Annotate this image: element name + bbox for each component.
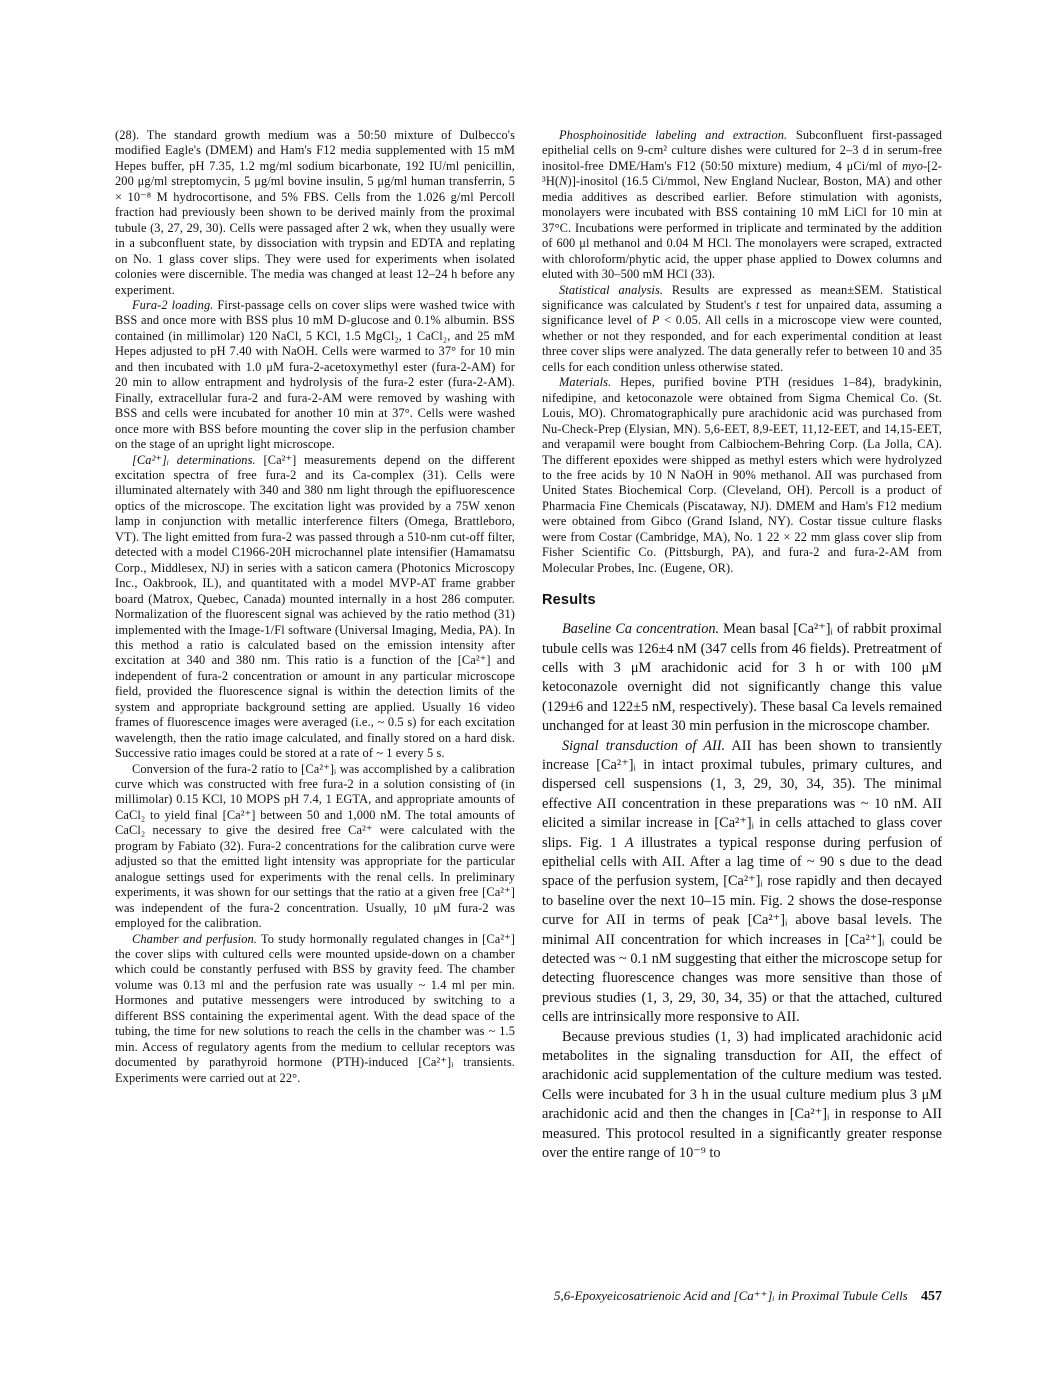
page-footer <box>115 1288 942 1305</box>
paragraph: [Ca²⁺]ᵢ determinations. [Ca²⁺] measurements depend on the different excitation spectra of free fura-2 and its Ca-complex (31). Cells were illuminated alternately with 340 and 380 nm light through the epifluorescence optics of the microscope. The excitation light was provided by a 75W xenon lamp in conjunction with metallic interference filters (Omega, Brattleboro, VT). The light emitted from fura-2 was passed through a 510-nm cut-off filter, detected with a model C1966-20H microchannel plate intensifier (Hamamatsu Corp., Middlesex, NJ) in series with a saticon camera (Photonics Microscopy Inc., Oakbrook, IL), and quantitated with a model MVP-AT frame grabber board (Matrox, Quebec, Canada) mounted internally in a host 286 computer. Normalization of the fluorescent signal was achieved by the ratio method (31) implemented with the Image-1/Fl software (Universal Imaging, Media, PA). In this method a ratio is calculated based on the emission intensity after excitation at 340 and 380 nm. This ratio is a function of the [Ca²⁺] and independent of fura-2 concentration or amount in any particular microscope field, provided the fluorescence signal is within the detection limits of the system and appropriate background setting are applied. Usually 16 video frames of fluorescence images were averaged (i.e., ~ 0.5 s) for each excitation wavelength, then the ratio image calculated, and finally stored on a hard disk. Successive ratio images could be stored at a rate of ~ 1 every 5 s. <box>115 452 515 761</box>
paragraph: Fura-2 loading. First-passage cells on cover slips were washed twice with BSS and once more with BSS plus 10 mM D-glucose and 0.1% albumin. BSS contained (in millimolar) 120 NaCl, 5 KCl, 1.5 MgCl₂, 1 CaCl₂, and 25 mM Hepes adjusted to pH 7.40 with NaOH. Cells were warmed to 37° for 10 min and then incubated with 1.0 μM fura-2-acetoxymethyl ester (fura-2-AM) for 20 min to allow entrapment and hydrolysis of the fura-2 ester (fura-2-AM). Finally, extracellular fura-2 and fura-2-AM were removed by washing with BSS and cells were incubated for another 10 min at 37°. Cells were washed once more with BSS before mounting the cover slip in the perfusion chamber on the stage of an upright light microscope. <box>115 297 515 452</box>
right-column-methods <box>542 128 942 576</box>
page-number: 457 <box>921 1289 942 1304</box>
results-heading: Results <box>542 592 596 609</box>
paragraph: Baseline Ca concentration. Mean basal [Ca²⁺]ᵢ of rabbit proximal tubule cells was 126±4 nM (347 cells from 46 fields). Pretreatment of cells with 3 μM arachidonic acid for 3 h or with 100 μM ketoconazole overnight did not significantly change this value (129±6 and 122±5 nM, respectively). These basal Ca levels remained unchanged for at least 30 min perfusion in the microscope chamber. <box>542 621 942 735</box>
running-title: 5,6-Epoxyeicosatrienoic Acid and [Ca⁺⁺]ᵢ in Proximal Tubule Cells <box>554 1288 908 1303</box>
left-column <box>115 128 515 1164</box>
paragraph: Chamber and perfusion. To study hormonally regulated changes in [Ca²⁺] the cover slips with cultured cells were mounted upside-down on a chamber which could be constantly perfused with BSS by gravity feed. The chamber volume was 0.13 ml and the perfusion rate was usually ~ 1.4 ml per min. Hormones and putative messengers were introduced by switching to a different BSS containing the experimental agent. With the dead space of the tubing, the time for new solutions to reach the cells in the chamber was ~ 1.5 min. Access of regulatory agents from the medium to cellular receptors was documented by parathyroid hormone (PTH)-induced [Ca²⁺]ᵢ transients. Experiments were carried out at 22°. <box>115 931 515 1085</box>
right-column <box>542 128 942 1164</box>
paragraph: Statistical analysis. Results are expressed as mean±SEM. Statistical significance was calculated by Student's t test for unpaired data, assuming a significance level of P < 0.05. All cells in a microscope view were counted, whether or not they responded, and for each experimental condition at least three cover slips were analyzed. The data generally refer to between 10 and 35 cells for each condition unless otherwise stated. <box>542 282 942 374</box>
right-column-results <box>542 620 942 1163</box>
paragraph: Materials. Hepes, purified bovine PTH (residues 1–84), bradykinin, nifedipine, and ketoconazole were obtained from Sigma Chemical Co. (St. Louis, MO). Chromatographically pure arachidonic acid was purchased from Nu-Check-Prep (Elysian, MN). 5,6-EET, 8,9-EET, 11,12-EET, and 14,15-EET, and verapamil were bought from Calbiochem-Behring Corp. (La Jolla, CA). The different epoxides were shipped as methyl esters which were hydrolyzed to the free acids by 10 N NaOH in 90% methanol. AII was purchased from United States Biochemical Corp. (Cleveland, OH). Percoll is a product of Pharmacia Fine Chemicals (Piscataway, NJ). DMEM and Ham's F12 medium were obtained from Gibco (Grand Island, NY). Costar tissue culture flasks were from Costar (Cambridge, MA), No. 1 22 × 22 mm glass cover slip from Fisher Scientific Co. (Pittsburgh, PA), and fura-2 and fura-2-AM from Molecular Probes, Inc. (Eugene, OR). <box>542 375 942 575</box>
paragraph: Signal transduction of AII. AII has been shown to transiently increase [Ca²⁺]ᵢ in intact proximal tubules, primary cultures, and dispersed cell suspensions (1, 3, 29, 30, 34, 35). The minimal effective AII concentration in these preparations was ~ 10 nM. AII elicited a similar increase in [Ca²⁺]ᵢ in cells attached to glass cover slips. Fig. 1 A illustrates a typical response during perfusion of epithelial cells with AII. After a lag time of ~ 90 s due to the dead space of the perfusion system, [Ca²⁺]ᵢ rose rapidly and then decayed to baseline over the next 10–15 min. Fig. 2 shows the dose-response curve for AII in terms of peak [Ca²⁺]ᵢ above basal levels. The minimal AII concentration for which increases in [Ca²⁺]ᵢ could be detected was ~ 0.1 nM suggesting that either the microscope setup for detecting fluorescence changes was more sensitive than those of previous studies (1, 3, 29, 30, 34, 35) or that the attached, cultured cells are intrinsically more responsive to AII. <box>542 737 943 1026</box>
two-column-layout <box>115 128 942 1164</box>
paragraph: Because previous studies (1, 3) had implicated arachidonic acid metabolites in the signaling transduction for AII, the effect of arachidonic acid supplementation of the culture medium was tested. Cells were incubated for 3 h in the usual culture medium plus 3 μM arachidonic acid and then the changes in [Ca²⁺]ᵢ in response to AII measured. This protocol resulted in a significantly greater response over the entire range of 10⁻⁹ to <box>542 1028 942 1162</box>
paragraph: Phosphoinositide labeling and extraction. Subconfluent first-passaged epithelial cells on 9-cm² culture dishes were cultured for 2–3 d in serum-free inositol-free DME/Ham's F12 (50:50 mixture) medium, 4 μCi/ml of myo-[2-³H(N)]-inositol (16.5 Ci/mmol, New England Nuclear, Boston, MA) and other media additives as described earlier. Before stimulation with agonists, monolayers were incubated with BSS containing 10 mM LiCl for 10 min at 37°C. Incubations were performed in triplicate and terminated by the addition of 600 μl methanol and 0.04 M HCl. The monolayers were scraped, extracted with chloroform/phytic acid, the upper phase applied to Dowex columns and eluted with 30–500 mM HCl (33). <box>542 128 942 282</box>
paragraph: (28). The standard growth medium was a 50:50 mixture of Dulbecco's modified Eagle's (DMEM) and Ham's F12 media supplemented with 15 mM Hepes buffer, pH 7.35, 1.2 mg/ml sodium bicarbonate, 192 IU/ml penicillin, 200 μg/ml streptomycin, 5 μg/ml bovine insulin, 5 μg/ml human transferrin, 5 × 10⁻⁸ M hydrocortisone, and 5% FBS. Cells from the 1.026 g/ml Percoll fraction had previously been shown to be derived mainly from the proximal tubule (3, 27, 29, 30). Cells were passaged after 2 wk, when they usually were in a subconfluent state, by dissociation with trypsin and EDTA and replating on No. 1 glass cover slips. They were used for experiments when isolated colonies were discernible. The media was changed at least 12–24 h before any experiment. <box>115 128 515 297</box>
paragraph: Conversion of the fura-2 ratio to [Ca²⁺]ᵢ was accomplished by a calibration curve which was constructed with free fura-2 in a solution consisting of (in millimolar) 0.15 KCl, 10 MOPS pH 7.4, 1 EGTA, and appropriate amounts of CaCl₂ to yield final [Ca²⁺] between 50 and 1,000 nM. The total amounts of CaCl₂ necessary to give the desired free Ca²⁺ were calculated with the program by Fabiato (32). Fura-2 concentrations for the calibration curve were adjusted so that the emitted light intensity was appropriate for the particular analogue settings used for experiments with the renal cells. In preliminary experiments, it was shown for our settings that the ratio at a given free [Ca²⁺] was independent of the fura-2 concentration. Usually, 10 μM fura-2 was employed for the calibration. <box>115 761 515 931</box>
